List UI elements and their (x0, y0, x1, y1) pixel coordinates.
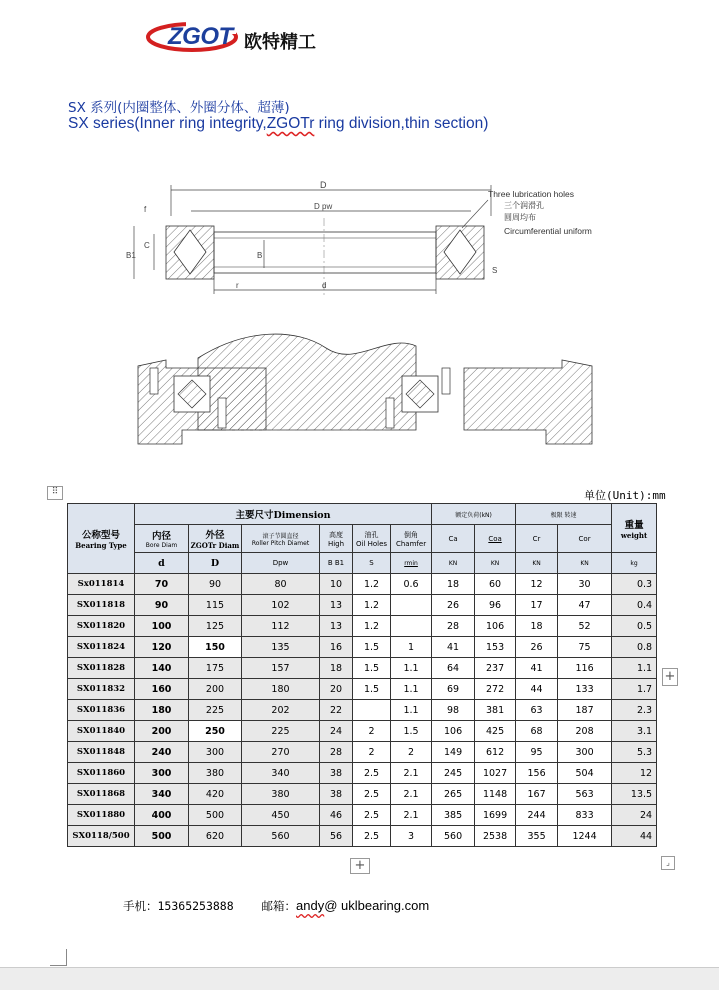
bearing-type-cell[interactable]: SX0118/500 (68, 826, 135, 847)
table-cell[interactable]: 2 (391, 742, 432, 763)
table-cell[interactable]: 425 (475, 721, 516, 742)
table-cell[interactable]: 167 (516, 784, 558, 805)
table-row (68, 574, 657, 595)
table-cell[interactable]: 1.5 (353, 658, 391, 679)
table-cell[interactable]: 106 (475, 616, 516, 637)
bearing-type-cell[interactable]: SX011860 (68, 763, 135, 784)
table-cell[interactable]: 2.1 (391, 763, 432, 784)
table-cell[interactable] (391, 616, 432, 637)
series-title-en-pre: SX series(Inner ring integrity, (68, 115, 267, 132)
table-cell[interactable]: 120 (135, 637, 189, 658)
table-cell[interactable]: 102 (242, 595, 320, 616)
dim-d-label: d (322, 281, 327, 290)
bearing-type-cell[interactable]: SX011818 (68, 595, 135, 616)
table-cell[interactable]: 420 (189, 784, 242, 805)
table-row (68, 805, 657, 826)
table-cell[interactable]: 22 (320, 700, 353, 721)
table-cell[interactable]: 1.1 (612, 658, 657, 679)
table-cell[interactable]: 560 (242, 826, 320, 847)
table-row (68, 784, 657, 805)
bearing-drawing (126, 168, 626, 458)
bearing-type-cell[interactable]: SX011848 (68, 742, 135, 763)
table-cell[interactable]: 300 (135, 763, 189, 784)
phone-number: 15365253888 (157, 899, 234, 913)
table-cell[interactable]: 380 (242, 784, 320, 805)
table-row (68, 616, 657, 637)
installation-view (138, 334, 592, 444)
table-cell[interactable]: 68 (516, 721, 558, 742)
table-cell[interactable]: 187 (558, 700, 612, 721)
note-lubrication-cn: 三个润滑孔 (504, 201, 544, 210)
hdr-outer (189, 525, 242, 553)
table-cell[interactable]: 30 (558, 574, 612, 595)
add-row-button[interactable]: + (350, 858, 370, 874)
table-cell[interactable]: 157 (242, 658, 320, 679)
hdr-outer-en: ZGOTr Diam (190, 541, 240, 550)
table-row (68, 763, 657, 784)
table-cell[interactable]: 1.7 (612, 679, 657, 700)
hdr-ca: Ca (432, 525, 475, 553)
table-cell[interactable]: 208 (558, 721, 612, 742)
table-cell[interactable]: 133 (558, 679, 612, 700)
table-row (68, 658, 657, 679)
contact-line (123, 898, 429, 914)
hdr-height (320, 525, 353, 553)
table-cell[interactable]: 1.2 (353, 574, 391, 595)
sub-b: B B1 (320, 553, 353, 574)
hdr-type-en: Bearing Type (75, 541, 127, 550)
bearing-type-cell[interactable]: SX011824 (68, 637, 135, 658)
dim-S-label: S (492, 266, 498, 275)
table-cell[interactable]: 38 (320, 784, 353, 805)
table-cell[interactable]: 300 (189, 742, 242, 763)
table-cell[interactable]: 340 (242, 763, 320, 784)
table-cell[interactable]: 140 (135, 658, 189, 679)
email-user: andy (296, 898, 325, 913)
table-move-handle[interactable]: ⠿ (47, 486, 63, 500)
table-cell[interactable]: 12 (516, 574, 558, 595)
table-cell[interactable]: 450 (242, 805, 320, 826)
status-bar (0, 967, 719, 990)
hdr-inner-en: Bore Diam (145, 542, 178, 549)
table-cell[interactable]: 153 (475, 637, 516, 658)
dim-D-label: D (320, 180, 327, 190)
table-cell[interactable]: 180 (135, 700, 189, 721)
hdr-oil-cn: 油孔 (364, 530, 379, 539)
table-cell[interactable]: 106 (432, 721, 475, 742)
table-cell[interactable]: 1027 (475, 763, 516, 784)
table-cell[interactable]: 385 (432, 805, 475, 826)
table-cell[interactable]: 28 (432, 616, 475, 637)
add-column-button[interactable]: + (662, 668, 678, 686)
table-cell[interactable]: 1.2 (353, 616, 391, 637)
bearing-type-cell[interactable]: SX011836 (68, 700, 135, 721)
company-logo (146, 20, 336, 56)
hdr-height-en: High (327, 539, 345, 548)
table-cell[interactable]: 240 (135, 742, 189, 763)
note-lubrication-en: Three lubrication holes (488, 189, 574, 199)
table-cell[interactable]: 250 (189, 721, 242, 742)
table-cell[interactable]: 125 (189, 616, 242, 637)
table-row (68, 826, 657, 847)
table-cell[interactable]: 2 (353, 721, 391, 742)
table-cell[interactable]: 2.5 (353, 784, 391, 805)
bearing-type-cell[interactable]: SX011840 (68, 721, 135, 742)
table-cell[interactable]: 5.3 (612, 742, 657, 763)
table-cell[interactable]: 202 (242, 700, 320, 721)
dim-r-label: r (236, 281, 239, 290)
sub-D: D (189, 553, 242, 574)
table-cell[interactable]: 237 (475, 658, 516, 679)
hdr-pitch-en: Roller Pitch Diamet (251, 539, 310, 547)
table-cell[interactable]: 44 (612, 826, 657, 847)
bearing-type-cell[interactable]: SX011832 (68, 679, 135, 700)
table-cell[interactable]: 150 (189, 637, 242, 658)
bearing-type-cell[interactable]: SX011820 (68, 616, 135, 637)
table-cell[interactable]: 41 (432, 637, 475, 658)
dim-C-label: C (144, 241, 150, 250)
table-cell[interactable]: 41 (516, 658, 558, 679)
table-cell[interactable]: 1.1 (391, 700, 432, 721)
hdr-height-cn: 高度 (329, 530, 343, 539)
hdr-coa: Coa (475, 525, 516, 553)
table-cell[interactable]: 96 (475, 595, 516, 616)
table-cell[interactable]: 500 (135, 826, 189, 847)
table-cell[interactable]: 16 (320, 637, 353, 658)
table-row (68, 700, 657, 721)
table-cell[interactable]: 180 (242, 679, 320, 700)
sub-dpw: Dpw (242, 553, 320, 574)
table-cell[interactable]: 13 (320, 616, 353, 637)
table-cell[interactable]: 24 (320, 721, 353, 742)
table-cell[interactable]: 0.3 (612, 574, 657, 595)
table-cell[interactable]: 225 (189, 700, 242, 721)
hdr-main: 主要尺寸Dimension (135, 504, 432, 525)
hdr-chamfer-en: Chamfer (395, 539, 427, 548)
table-cell[interactable]: 270 (242, 742, 320, 763)
series-title-en-brand: ZGOTr (266, 115, 315, 132)
table-cell[interactable]: 12 (612, 763, 657, 784)
table-cell[interactable]: 0.5 (612, 616, 657, 637)
table-cell[interactable]: 200 (189, 679, 242, 700)
hdr-weight (612, 504, 657, 553)
hdr-type-cn: 公称型号 (81, 530, 120, 541)
table-cell[interactable]: 1.2 (353, 595, 391, 616)
dim-f-label: f (144, 205, 147, 214)
hdr-weight-cn: 重量 (624, 519, 644, 531)
table-cell[interactable]: 44 (516, 679, 558, 700)
table-cell[interactable]: 47 (558, 595, 612, 616)
hdr-type (68, 504, 135, 574)
sub-kn3: KN (516, 553, 558, 574)
table-cell[interactable]: 100 (135, 616, 189, 637)
table-cell[interactable]: 2 (353, 742, 391, 763)
page-corner-mark (50, 949, 67, 966)
table-cell[interactable]: 620 (189, 826, 242, 847)
hdr-cr: Cr (516, 525, 558, 553)
table-row (68, 679, 657, 700)
table-cell[interactable]: 1699 (475, 805, 516, 826)
sub-s: S (353, 553, 391, 574)
table-cell[interactable]: 500 (189, 805, 242, 826)
hdr-inner (135, 525, 189, 553)
hdr-chamfer (391, 525, 432, 553)
table-cell[interactable]: 1 (391, 637, 432, 658)
hdr-speed: 极限 转速 (516, 504, 612, 525)
table-cell[interactable]: 28 (320, 742, 353, 763)
table-cell[interactable]: 0.8 (612, 637, 657, 658)
table-cell[interactable]: 13.5 (612, 784, 657, 805)
table-cell[interactable] (353, 700, 391, 721)
table-cell[interactable]: 90 (135, 595, 189, 616)
unit-label: 单位(Unit):mm (584, 489, 666, 502)
table-cell[interactable]: 340 (135, 784, 189, 805)
table-cell[interactable]: 563 (558, 784, 612, 805)
table-cell[interactable]: 200 (135, 721, 189, 742)
hdr-outer-cn: 外径 (205, 530, 225, 541)
table-cell[interactable]: 13 (320, 595, 353, 616)
email-domain: @ uklbearing.com (324, 898, 430, 913)
bearing-type-cell[interactable]: SX011880 (68, 805, 135, 826)
table-cell[interactable]: 272 (475, 679, 516, 700)
table-cell[interactable]: 833 (558, 805, 612, 826)
table-cell[interactable]: 504 (558, 763, 612, 784)
table-cell[interactable]: 18 (432, 574, 475, 595)
spec-table (67, 503, 657, 847)
table-cell[interactable]: 2.5 (353, 826, 391, 847)
bearing-type-cell[interactable]: SX011828 (68, 658, 135, 679)
hdr-chamfer-cn: 倒角 (404, 530, 419, 539)
hdr-pitch (242, 525, 320, 553)
note-uniform-cn: 圆周均布 (504, 213, 536, 222)
table-row (68, 637, 657, 658)
table-cell[interactable]: 381 (475, 700, 516, 721)
table-cell[interactable]: 1148 (475, 784, 516, 805)
table-cell[interactable]: 18 (516, 616, 558, 637)
section-view (126, 180, 592, 298)
table-cell[interactable]: 2.5 (353, 763, 391, 784)
sub-kn4: KN (558, 553, 612, 574)
table-cell[interactable]: 90 (189, 574, 242, 595)
table-cell[interactable]: 3.1 (612, 721, 657, 742)
table-cell[interactable]: 70 (135, 574, 189, 595)
table-cell[interactable]: 18 (320, 658, 353, 679)
table-cell[interactable]: 46 (320, 805, 353, 826)
table-cell[interactable]: 380 (189, 763, 242, 784)
table-cell[interactable]: 64 (432, 658, 475, 679)
table-cell[interactable]: 355 (516, 826, 558, 847)
table-cell[interactable]: 1.5 (391, 721, 432, 742)
table-cell[interactable]: 116 (558, 658, 612, 679)
table-cell[interactable]: 135 (242, 637, 320, 658)
table-cell[interactable]: 26 (432, 595, 475, 616)
table-row (68, 595, 657, 616)
table-cell[interactable]: 160 (135, 679, 189, 700)
hdr-weight-en: weight (620, 530, 648, 540)
table-cell[interactable]: 60 (475, 574, 516, 595)
table-cell[interactable]: 560 (432, 826, 475, 847)
hdr-pitch-cn: 滚子节圆直径 (262, 532, 299, 540)
table-cell[interactable]: 80 (242, 574, 320, 595)
series-title-en-post: ring division,thin section) (314, 115, 489, 132)
table-cell[interactable]: 10 (320, 574, 353, 595)
table-cell[interactable]: 75 (558, 637, 612, 658)
table-cell[interactable]: 69 (432, 679, 475, 700)
table-cell[interactable]: 1244 (558, 826, 612, 847)
table-cell[interactable]: 3 (391, 826, 432, 847)
sub-kg: kg (612, 553, 657, 574)
table-cell[interactable]: 24 (612, 805, 657, 826)
table-cell[interactable]: 2.1 (391, 784, 432, 805)
bearing-type-cell[interactable]: Sx011814 (68, 574, 135, 595)
table-cell[interactable]: 95 (516, 742, 558, 763)
table-cell[interactable]: 52 (558, 616, 612, 637)
table-cell[interactable]: 300 (558, 742, 612, 763)
dim-Dpw-label: D pw (314, 202, 333, 211)
table-cell[interactable]: 56 (320, 826, 353, 847)
table-cell[interactable]: 112 (242, 616, 320, 637)
table-cell[interactable]: 115 (189, 595, 242, 616)
table-cell[interactable]: 98 (432, 700, 475, 721)
table-cell[interactable]: 149 (432, 742, 475, 763)
logo-name-cn: 欧特精工 (244, 32, 316, 53)
series-title-cn: SX 系列(内圈整体、外圈分体、超薄) (68, 100, 290, 116)
table-cell[interactable]: 265 (432, 784, 475, 805)
table-row (68, 742, 657, 763)
dim-B1-label: B1 (126, 251, 136, 260)
sub-rmin: rmin (391, 553, 432, 574)
bearing-type-cell[interactable]: SX011868 (68, 784, 135, 805)
table-cell[interactable]: 0.4 (612, 595, 657, 616)
table-cell[interactable]: 156 (516, 763, 558, 784)
table-cell[interactable] (391, 595, 432, 616)
phone-label: 手机： (123, 899, 158, 913)
table-cell[interactable]: 38 (320, 763, 353, 784)
table-cell[interactable]: 1.1 (391, 658, 432, 679)
hdr-load: 额定负荷(kN) (432, 504, 516, 525)
table-cell[interactable]: 225 (242, 721, 320, 742)
table-cell[interactable]: 0.6 (391, 574, 432, 595)
hdr-inner-cn: 内径 (151, 531, 171, 542)
note-uniform-en: Circumferential uniform (504, 226, 592, 236)
logo-brand: ZGOT (168, 23, 233, 50)
table-cell[interactable]: 1.5 (353, 637, 391, 658)
table-cell[interactable]: 63 (516, 700, 558, 721)
spec-table-body (68, 574, 657, 847)
table-cell[interactable]: 26 (516, 637, 558, 658)
sub-kn2: KN (475, 553, 516, 574)
table-cell[interactable]: 2538 (475, 826, 516, 847)
table-cell[interactable]: 20 (320, 679, 353, 700)
table-cell[interactable]: 2.3 (612, 700, 657, 721)
table-cell[interactable]: 245 (432, 763, 475, 784)
hdr-oil (353, 525, 391, 553)
sub-kn1: KN (432, 553, 475, 574)
email-label: 邮箱： (261, 899, 296, 913)
table-cell[interactable]: 1.1 (391, 679, 432, 700)
table-cell[interactable]: 2.1 (391, 805, 432, 826)
dim-B-label: B (257, 251, 263, 260)
series-title-en (68, 115, 488, 133)
table-cell[interactable]: 17 (516, 595, 558, 616)
table-cell[interactable]: 175 (189, 658, 242, 679)
table-cell[interactable]: 2.5 (353, 805, 391, 826)
table-cell[interactable]: 1.5 (353, 679, 391, 700)
table-cell[interactable]: 400 (135, 805, 189, 826)
sub-d: d (135, 553, 189, 574)
table-row (68, 721, 657, 742)
hdr-cor: Cor (558, 525, 612, 553)
table-cell[interactable]: 244 (516, 805, 558, 826)
table-cell[interactable]: 612 (475, 742, 516, 763)
hdr-oil-en: Oil Holes (355, 539, 388, 548)
table-resize-handle[interactable]: ⌟ (661, 856, 675, 870)
